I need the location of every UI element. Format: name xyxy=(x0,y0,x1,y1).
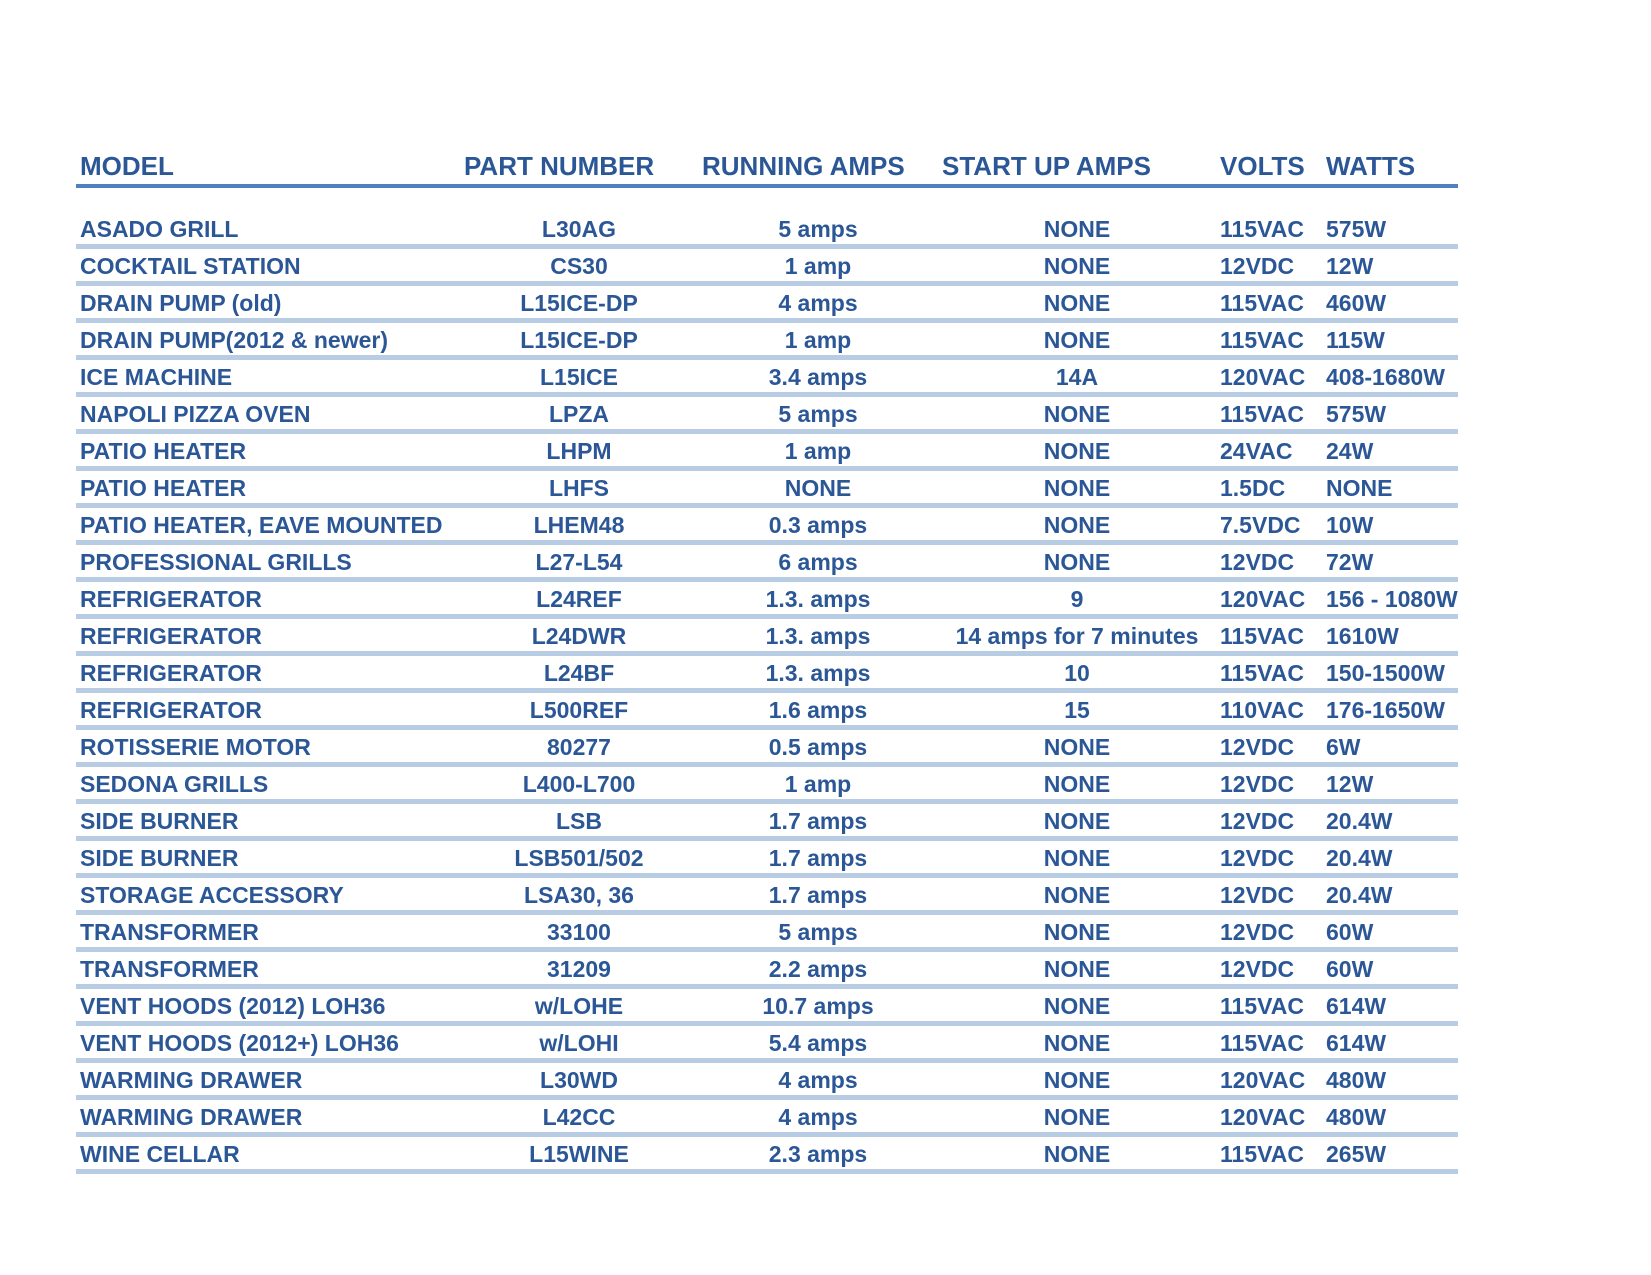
table-row xyxy=(76,654,1458,691)
table-row xyxy=(76,876,1458,913)
table-row xyxy=(76,765,1458,802)
table-row xyxy=(76,617,1458,654)
cell-part-number: L24BF xyxy=(460,654,698,691)
cell-model: REFRIGERATOR xyxy=(76,580,460,617)
header-row xyxy=(76,143,1458,186)
cell-start-up-amps: NONE xyxy=(938,950,1216,987)
header-running-amps: RUNNING AMPS xyxy=(698,143,938,186)
cell-running-amps: 1.3. amps xyxy=(698,654,938,691)
cell-part-number: 31209 xyxy=(460,950,698,987)
header-part-number: PART NUMBER xyxy=(460,143,698,186)
cell-model: PATIO HEATER xyxy=(76,469,460,506)
cell-running-amps: 4 amps xyxy=(698,1098,938,1135)
cell-model: NAPOLI PIZZA OVEN xyxy=(76,395,460,432)
cell-running-amps: 5.4 amps xyxy=(698,1024,938,1061)
electrical-specs-table xyxy=(76,143,1458,1174)
table-row xyxy=(76,506,1458,543)
cell-model: PATIO HEATER xyxy=(76,432,460,469)
cell-part-number: L27-L54 xyxy=(460,543,698,580)
cell-model: WARMING DRAWER xyxy=(76,1098,460,1135)
cell-running-amps: 1.6 amps xyxy=(698,691,938,728)
cell-start-up-amps: NONE xyxy=(938,1024,1216,1061)
cell-volts: 115VAC xyxy=(1216,987,1322,1024)
cell-model: SEDONA GRILLS xyxy=(76,765,460,802)
spec-sheet xyxy=(76,143,1458,1174)
cell-start-up-amps: NONE xyxy=(938,395,1216,432)
cell-part-number: L30WD xyxy=(460,1061,698,1098)
cell-running-amps: 5 amps xyxy=(698,212,938,247)
cell-model: WARMING DRAWER xyxy=(76,1061,460,1098)
cell-watts: 115W xyxy=(1322,321,1458,358)
cell-part-number: L15ICE-DP xyxy=(460,321,698,358)
table-row xyxy=(76,691,1458,728)
cell-volts: 12VDC xyxy=(1216,802,1322,839)
cell-start-up-amps: NONE xyxy=(938,1098,1216,1135)
cell-model: REFRIGERATOR xyxy=(76,617,460,654)
cell-running-amps: 2.3 amps xyxy=(698,1135,938,1172)
table-row xyxy=(76,395,1458,432)
cell-running-amps: 1.3. amps xyxy=(698,617,938,654)
cell-start-up-amps: 10 xyxy=(938,654,1216,691)
cell-model: VENT HOODS (2012+) LOH36 xyxy=(76,1024,460,1061)
cell-model: DRAIN PUMP (old) xyxy=(76,284,460,321)
cell-running-amps: 4 amps xyxy=(698,284,938,321)
cell-watts: 20.4W xyxy=(1322,876,1458,913)
cell-volts: 120VAC xyxy=(1216,358,1322,395)
cell-watts: 6W xyxy=(1322,728,1458,765)
cell-watts: NONE xyxy=(1322,469,1458,506)
cell-start-up-amps: NONE xyxy=(938,432,1216,469)
cell-part-number: L30AG xyxy=(460,212,698,247)
table-row xyxy=(76,469,1458,506)
cell-volts: 12VDC xyxy=(1216,876,1322,913)
cell-running-amps: 1 amp xyxy=(698,765,938,802)
cell-volts: 12VDC xyxy=(1216,765,1322,802)
cell-start-up-amps: NONE xyxy=(938,839,1216,876)
cell-volts: 115VAC xyxy=(1216,284,1322,321)
cell-part-number: L15ICE xyxy=(460,358,698,395)
cell-volts: 12VDC xyxy=(1216,913,1322,950)
cell-watts: 10W xyxy=(1322,506,1458,543)
table-row xyxy=(76,1098,1458,1135)
cell-start-up-amps: NONE xyxy=(938,543,1216,580)
cell-volts: 115VAC xyxy=(1216,321,1322,358)
header-volts: VOLTS xyxy=(1216,143,1322,186)
cell-watts: 24W xyxy=(1322,432,1458,469)
cell-model: STORAGE ACCESSORY xyxy=(76,876,460,913)
cell-running-amps: 5 amps xyxy=(698,395,938,432)
table-body xyxy=(76,212,1458,1172)
cell-watts: 614W xyxy=(1322,987,1458,1024)
cell-start-up-amps: NONE xyxy=(938,765,1216,802)
cell-part-number: L400-L700 xyxy=(460,765,698,802)
cell-start-up-amps: NONE xyxy=(938,913,1216,950)
cell-running-amps: 1.7 amps xyxy=(698,839,938,876)
cell-part-number: LSB501/502 xyxy=(460,839,698,876)
cell-volts: 7.5VDC xyxy=(1216,506,1322,543)
cell-volts: 110VAC xyxy=(1216,691,1322,728)
cell-model: ROTISSERIE MOTOR xyxy=(76,728,460,765)
cell-start-up-amps: NONE xyxy=(938,247,1216,284)
table-row xyxy=(76,543,1458,580)
cell-volts: 115VAC xyxy=(1216,654,1322,691)
cell-watts: 156 - 1080W xyxy=(1322,580,1458,617)
table-row xyxy=(76,839,1458,876)
table-row xyxy=(76,802,1458,839)
cell-watts: 12W xyxy=(1322,247,1458,284)
header-watts: WATTS xyxy=(1322,143,1458,186)
cell-start-up-amps: NONE xyxy=(938,321,1216,358)
cell-volts: 115VAC xyxy=(1216,1135,1322,1172)
cell-running-amps: 1.7 amps xyxy=(698,876,938,913)
cell-volts: 115VAC xyxy=(1216,395,1322,432)
cell-start-up-amps: NONE xyxy=(938,876,1216,913)
cell-start-up-amps: 14 amps for 7 minutes xyxy=(938,617,1216,654)
cell-part-number: LHPM xyxy=(460,432,698,469)
cell-watts: 408-1680W xyxy=(1322,358,1458,395)
cell-part-number: L42CC xyxy=(460,1098,698,1135)
cell-part-number: LHEM48 xyxy=(460,506,698,543)
cell-volts: 115VAC xyxy=(1216,212,1322,247)
cell-part-number: LSA30, 36 xyxy=(460,876,698,913)
cell-part-number: LHFS xyxy=(460,469,698,506)
cell-running-amps: 10.7 amps xyxy=(698,987,938,1024)
cell-start-up-amps: NONE xyxy=(938,987,1216,1024)
cell-volts: 12VDC xyxy=(1216,543,1322,580)
cell-part-number: L24REF xyxy=(460,580,698,617)
cell-watts: 12W xyxy=(1322,765,1458,802)
cell-start-up-amps: NONE xyxy=(938,284,1216,321)
cell-volts: 120VAC xyxy=(1216,1061,1322,1098)
cell-start-up-amps: NONE xyxy=(938,802,1216,839)
cell-watts: 460W xyxy=(1322,284,1458,321)
cell-volts: 120VAC xyxy=(1216,1098,1322,1135)
table-header xyxy=(76,143,1458,186)
table-row xyxy=(76,432,1458,469)
cell-watts: 265W xyxy=(1322,1135,1458,1172)
cell-model: COCKTAIL STATION xyxy=(76,247,460,284)
cell-volts: 12VDC xyxy=(1216,728,1322,765)
cell-model: REFRIGERATOR xyxy=(76,691,460,728)
table-row xyxy=(76,321,1458,358)
table-row xyxy=(76,987,1458,1024)
cell-watts: 72W xyxy=(1322,543,1458,580)
cell-volts: 120VAC xyxy=(1216,580,1322,617)
cell-start-up-amps: NONE xyxy=(938,212,1216,247)
cell-watts: 480W xyxy=(1322,1098,1458,1135)
cell-watts: 176-1650W xyxy=(1322,691,1458,728)
cell-watts: 480W xyxy=(1322,1061,1458,1098)
cell-watts: 575W xyxy=(1322,212,1458,247)
cell-model: TRANSFORMER xyxy=(76,950,460,987)
cell-part-number: w/LOHE xyxy=(460,987,698,1024)
table-row xyxy=(76,913,1458,950)
cell-part-number: L24DWR xyxy=(460,617,698,654)
cell-running-amps: 3.4 amps xyxy=(698,358,938,395)
cell-start-up-amps: 14A xyxy=(938,358,1216,395)
cell-start-up-amps: NONE xyxy=(938,469,1216,506)
cell-model: DRAIN PUMP(2012 & newer) xyxy=(76,321,460,358)
cell-running-amps: 4 amps xyxy=(698,1061,938,1098)
cell-volts: 12VDC xyxy=(1216,247,1322,284)
cell-part-number: 33100 xyxy=(460,913,698,950)
cell-model: PATIO HEATER, EAVE MOUNTED xyxy=(76,506,460,543)
spacer-row xyxy=(76,186,1458,212)
cell-running-amps: 1.7 amps xyxy=(698,802,938,839)
cell-running-amps: 0.5 amps xyxy=(698,728,938,765)
table-row xyxy=(76,728,1458,765)
cell-model: PROFESSIONAL GRILLS xyxy=(76,543,460,580)
table-row xyxy=(76,950,1458,987)
cell-start-up-amps: 9 xyxy=(938,580,1216,617)
cell-watts: 150-1500W xyxy=(1322,654,1458,691)
cell-start-up-amps: NONE xyxy=(938,1135,1216,1172)
cell-part-number: L15WINE xyxy=(460,1135,698,1172)
cell-start-up-amps: NONE xyxy=(938,1061,1216,1098)
table-row xyxy=(76,1135,1458,1172)
cell-volts: 12VDC xyxy=(1216,839,1322,876)
cell-part-number: CS30 xyxy=(460,247,698,284)
table-spacer xyxy=(76,186,1458,212)
cell-volts: 24VAC xyxy=(1216,432,1322,469)
cell-model: VENT HOODS (2012) LOH36 xyxy=(76,987,460,1024)
header-model: MODEL xyxy=(76,143,460,186)
table-row xyxy=(76,247,1458,284)
cell-part-number: L500REF xyxy=(460,691,698,728)
cell-watts: 1610W xyxy=(1322,617,1458,654)
table-row xyxy=(76,1061,1458,1098)
cell-running-amps: 1 amp xyxy=(698,247,938,284)
cell-model: SIDE BURNER xyxy=(76,839,460,876)
cell-watts: 20.4W xyxy=(1322,839,1458,876)
cell-running-amps: 2.2 amps xyxy=(698,950,938,987)
cell-running-amps: 5 amps xyxy=(698,913,938,950)
cell-volts: 115VAC xyxy=(1216,1024,1322,1061)
cell-running-amps: NONE xyxy=(698,469,938,506)
cell-running-amps: 6 amps xyxy=(698,543,938,580)
cell-watts: 575W xyxy=(1322,395,1458,432)
cell-running-amps: 0.3 amps xyxy=(698,506,938,543)
cell-watts: 614W xyxy=(1322,1024,1458,1061)
table-row xyxy=(76,212,1458,247)
cell-running-amps: 1.3. amps xyxy=(698,580,938,617)
cell-model: ASADO GRILL xyxy=(76,212,460,247)
header-start-up-amps: START UP AMPS xyxy=(938,143,1216,186)
cell-model: ICE MACHINE xyxy=(76,358,460,395)
cell-part-number: 80277 xyxy=(460,728,698,765)
cell-volts: 115VAC xyxy=(1216,617,1322,654)
cell-model: SIDE BURNER xyxy=(76,802,460,839)
cell-volts: 12VDC xyxy=(1216,950,1322,987)
table-row xyxy=(76,358,1458,395)
cell-model: WINE CELLAR xyxy=(76,1135,460,1172)
cell-volts: 1.5DC xyxy=(1216,469,1322,506)
cell-watts: 20.4W xyxy=(1322,802,1458,839)
cell-start-up-amps: NONE xyxy=(938,728,1216,765)
cell-model: TRANSFORMER xyxy=(76,913,460,950)
cell-part-number: L15ICE-DP xyxy=(460,284,698,321)
cell-part-number: LPZA xyxy=(460,395,698,432)
cell-watts: 60W xyxy=(1322,913,1458,950)
table-row xyxy=(76,1024,1458,1061)
cell-part-number: w/LOHI xyxy=(460,1024,698,1061)
cell-model: REFRIGERATOR xyxy=(76,654,460,691)
spacer-cell xyxy=(76,186,1458,212)
table-row xyxy=(76,284,1458,321)
cell-part-number: LSB xyxy=(460,802,698,839)
cell-start-up-amps: 15 xyxy=(938,691,1216,728)
table-row xyxy=(76,580,1458,617)
cell-watts: 60W xyxy=(1322,950,1458,987)
cell-start-up-amps: NONE xyxy=(938,506,1216,543)
cell-running-amps: 1 amp xyxy=(698,432,938,469)
cell-running-amps: 1 amp xyxy=(698,321,938,358)
